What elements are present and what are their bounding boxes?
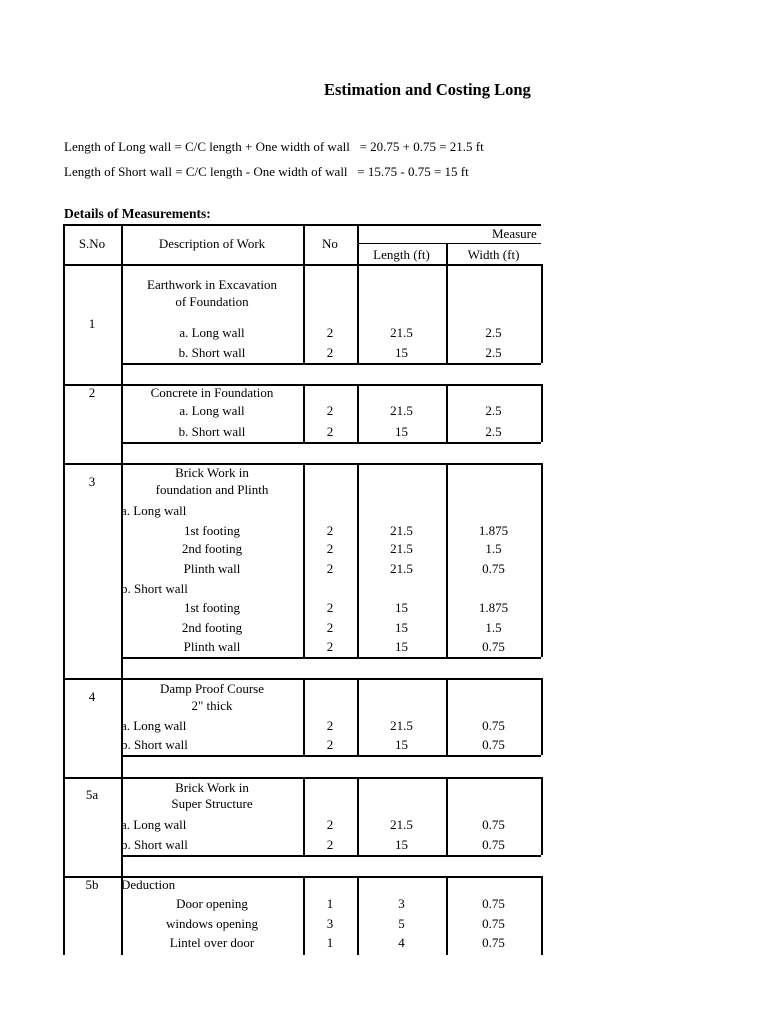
table-row-length: 21.5: [390, 523, 413, 538]
table-row-width: 2.5: [485, 345, 502, 360]
table-row-length: 15: [395, 620, 408, 635]
table-row-length: 15: [395, 837, 408, 852]
table-row-desc: Door opening: [176, 896, 248, 911]
header-length: Length (ft): [373, 247, 430, 262]
data-col-border: [541, 463, 543, 657]
table-row-desc: 1st footing: [184, 523, 240, 538]
table-row-width: 0.75: [482, 935, 505, 950]
table-row-width: 0.75: [482, 896, 505, 911]
page-title: Estimation and Costing Long: [324, 80, 531, 99]
table-row-no: 2: [326, 639, 334, 654]
table-row-length: 15: [395, 345, 408, 360]
block-gap-border: [63, 678, 541, 680]
table-row-width: 0.75: [482, 737, 505, 752]
table-row-width: 1.5: [485, 620, 502, 635]
table-row-no: 2: [326, 345, 334, 360]
table-row-no: 2: [326, 561, 334, 576]
table-row-length: 21.5: [390, 403, 413, 418]
table-row-no: 2: [326, 424, 334, 439]
header-width: Width (ft): [467, 247, 520, 262]
table-row-width: 2.5: [485, 325, 502, 340]
table-row-no: 2: [326, 325, 334, 340]
table-row-no: 2: [326, 620, 334, 635]
item-heading: Damp Proof Course: [160, 681, 264, 696]
item-heading: of Foundation: [175, 294, 249, 309]
table-row-length: 15: [395, 639, 408, 654]
table-row-no: 2: [326, 837, 334, 852]
block-gap-border: [63, 777, 541, 779]
item-heading: Concrete in Foundation: [150, 385, 274, 400]
item-sno: 2: [88, 385, 96, 400]
table-row-width: 2.5: [485, 403, 502, 418]
data-col-border: [541, 384, 543, 442]
subgroup-label: a. Long wall: [121, 503, 187, 518]
block-bottom-border: [121, 657, 541, 659]
item-sno: 5a: [85, 787, 99, 802]
sno-col-border: [63, 463, 65, 680]
table-row-length: 15: [395, 424, 408, 439]
table-row-width: 2.5: [485, 424, 502, 439]
item-sno: 4: [88, 689, 96, 704]
table-row-width: 0.75: [482, 561, 505, 576]
short-wall-formula: Length of Short wall = C/C length - One width of wall = 15.75 - 0.75 = 15 ft: [64, 164, 469, 179]
table-row-desc: a. Long wall: [121, 718, 187, 733]
header-measurements: Measure: [492, 226, 537, 241]
table-row-desc: Lintel over door: [169, 935, 255, 950]
item-heading: 2" thick: [191, 698, 233, 713]
table-row-no: 2: [326, 718, 334, 733]
item-sno: 5b: [85, 877, 99, 892]
table-row-desc: a. Long wall: [179, 325, 245, 340]
block-bottom-border: [121, 363, 541, 365]
table-row-desc: b. Short wall: [121, 737, 188, 752]
table-row-desc: 1st footing: [184, 600, 240, 615]
table-row-width: 0.75: [482, 639, 505, 654]
table-row-no: 2: [326, 523, 334, 538]
item-heading: Earthwork in Excavation: [147, 277, 277, 292]
table-row-no: 2: [326, 817, 334, 832]
table-row-desc: Plinth wall: [183, 561, 241, 576]
item-heading: foundation and Plinth: [155, 482, 269, 497]
block-bottom-border: [121, 755, 541, 757]
table-row-length: 15: [395, 600, 408, 615]
long-wall-formula: Length of Long wall = C/C length + One width of wall = 20.75 + 0.75 = 21.5 ft: [64, 139, 484, 154]
table-row-no: 2: [326, 737, 334, 752]
table-row-length: 3: [398, 896, 405, 911]
table-row-length: 21.5: [390, 541, 413, 556]
table-row-width: 0.75: [482, 817, 505, 832]
table-row-width: 1.875: [478, 523, 509, 538]
data-col-border: [541, 678, 543, 755]
table-row-desc: 2nd footing: [181, 620, 243, 635]
table-row-length: 21.5: [390, 325, 413, 340]
header-no: No: [322, 236, 338, 251]
table-row-desc: a. Long wall: [121, 817, 187, 832]
table-row-no: 1: [326, 896, 334, 911]
table-row-no: 2: [326, 403, 334, 418]
table-row-desc: Plinth wall: [183, 639, 241, 654]
table-row-no: 1: [326, 935, 334, 950]
item-label: Deduction: [121, 877, 176, 892]
item-heading: Brick Work in: [175, 465, 249, 480]
data-col-border: [541, 264, 543, 363]
block-bottom-border: [121, 442, 541, 444]
table-row-length: 4: [398, 935, 405, 950]
block-bottom-border: [121, 855, 541, 857]
table-row-length: 21.5: [390, 817, 413, 832]
item-sno: 3: [88, 474, 96, 489]
subgroup-label: b. Short wall: [121, 581, 188, 596]
item-heading: Brick Work in: [175, 780, 249, 795]
data-col-border: [541, 876, 543, 955]
table-row-length: 5: [398, 916, 405, 931]
table-row-no: 2: [326, 600, 334, 615]
header-sno: S.No: [78, 236, 106, 251]
item-sno: 1: [88, 316, 96, 331]
header-description: Description of Work: [158, 236, 266, 251]
table-row-width: 1.875: [478, 600, 509, 615]
section-heading: Details of Measurements:: [64, 206, 211, 221]
table-row-desc: b. Short wall: [121, 837, 188, 852]
data-col-border: [541, 777, 543, 855]
table-row-desc: b. Short wall: [178, 424, 246, 439]
table-row-desc: windows opening: [165, 916, 259, 931]
table-row-length: 21.5: [390, 561, 413, 576]
header-bottom-border: [63, 264, 541, 266]
table-row-length: 21.5: [390, 718, 413, 733]
header-divider: [357, 243, 541, 244]
table-row-width: 0.75: [482, 718, 505, 733]
table-row-width: 0.75: [482, 916, 505, 931]
table-row-desc: 2nd footing: [181, 541, 243, 556]
table-row-width: 1.5: [485, 541, 502, 556]
table-row-desc: b. Short wall: [178, 345, 246, 360]
table-row-no: 3: [326, 916, 334, 931]
table-row-length: 15: [395, 737, 408, 752]
item-heading: Super Structure: [171, 796, 253, 811]
table-row-width: 0.75: [482, 837, 505, 852]
table-row-desc: a. Long wall: [179, 403, 245, 418]
table-row-no: 2: [326, 541, 334, 556]
